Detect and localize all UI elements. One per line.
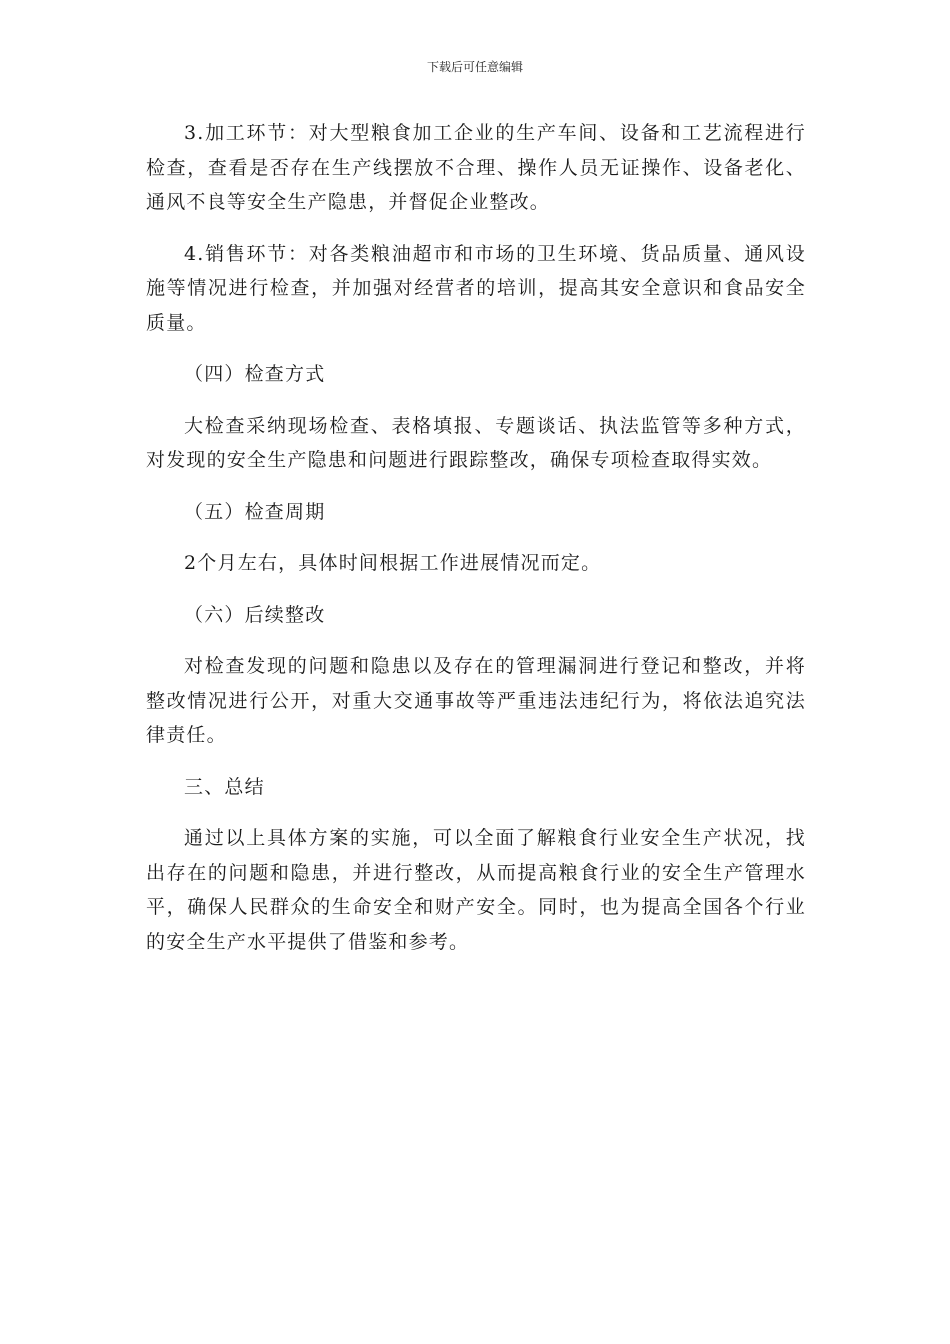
paragraph-sales-stage: 4.销售环节：对各类粮油超市和市场的卫生环境、货品质量、通风设施等情况进行检查，并加强对经营者的培训，提高其安全意识和食品安全质量。	[146, 242, 806, 334]
page-header-note: 下载后可任意编辑	[426, 60, 523, 74]
paragraph-processing-stage: 3.加工环节：对大型粮食加工企业的生产车间、设备和工艺流程进行检查，查看是否存在生产线摆放不合理、操作人员无证操作、设备老化、通风不良等安全生产隐患，并督促企业整改。	[146, 122, 806, 213]
paragraph-follow-up-rectification: 对检查发现的问题和隐患以及存在的管理漏洞进行登记和整改，并将整改情况进行公开，对重大交通事故等严重违法违纪行为，将依法追究法律责任。	[146, 655, 806, 746]
heading-follow-up-rectification: （六）后续整改	[184, 603, 326, 626]
heading-inspection-period: （五）检查周期	[184, 500, 326, 523]
paragraph-inspection-period: 2个月左右，具体时间根据工作进展情况而定。	[184, 552, 602, 574]
heading-inspection-method: （四）检查方式	[184, 363, 326, 385]
heading-summary: 三、总结	[184, 775, 265, 798]
paragraph-summary: 通过以上具体方案的实施，可以全面了解粮食行业安全生产状况，找出存在的问题和隐患，并进行整改，从而提高粮食行业的安全生产管理水平，确保人民群众的生命安全和财产安全。同时，也为提高全国各个行业的安全生产水平提供了借鉴和参考。	[146, 827, 806, 953]
document-body	[146, 116, 806, 959]
paragraph-inspection-method: 大检查采纳现场检查、表格填报、专题谈话、执法监管等多种方式，对发现的安全生产隐患和问题进行跟踪整改，确保专项检查取得实效。	[146, 414, 806, 471]
